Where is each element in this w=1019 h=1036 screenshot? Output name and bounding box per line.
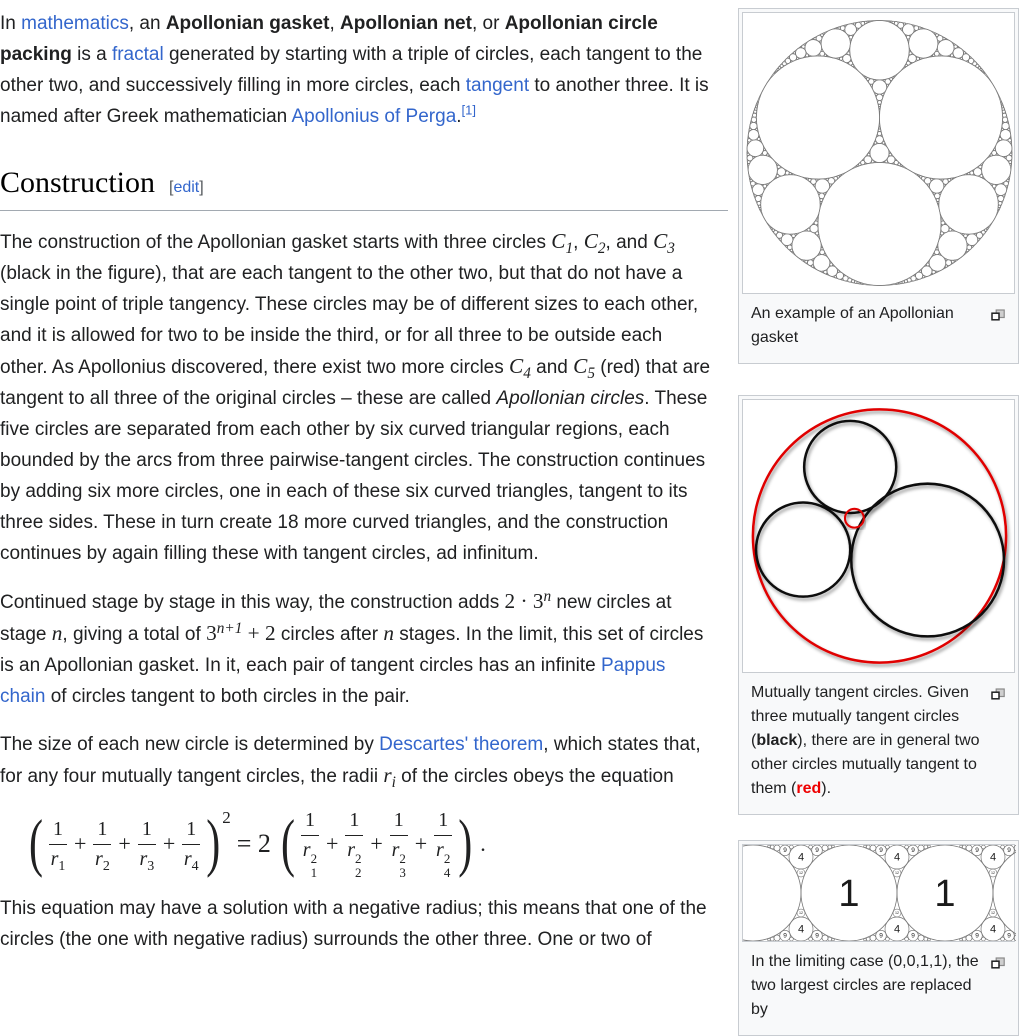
wiki-link[interactable]: [1]	[461, 102, 477, 118]
text-segment: The construction of the Apollonian gasket starts with three circles	[0, 232, 552, 253]
text-segment: and	[530, 357, 574, 378]
svg-text:9: 9	[815, 932, 819, 940]
svg-text:9: 9	[911, 847, 915, 855]
svg-text:9: 9	[975, 847, 979, 855]
limiting-case-strip-image[interactable]	[742, 844, 1015, 942]
text-segment: , giving a total of	[62, 624, 207, 645]
figure-caption	[742, 294, 1015, 360]
caption-text	[751, 953, 979, 1018]
text-segment: ), there are in general two other circles mutually tangent to them (	[751, 732, 980, 797]
expand-icon[interactable]	[991, 305, 1006, 329]
text-segment: Apollonian net	[340, 13, 472, 34]
text-segment: r	[383, 763, 392, 787]
figure-caption	[742, 673, 1015, 811]
svg-text:4: 4	[797, 851, 805, 864]
text-segment: 4	[523, 364, 531, 382]
svg-text:12: 12	[991, 911, 995, 916]
descartes-theorem-equation: ( $\frac{1}{r_1}$ + $\frac{1}{r_2}$ + $\frac{1}{r_3}$ + $\frac{1}{r_4}$ ) 2= 2 ( 1 r 2 1 + 1 r 2 2 + 1 r 2 3 + 1 r 2 4 ) .	[29, 807, 486, 880]
text-segment: C	[551, 229, 566, 253]
text-segment: The size of each new circle is determined by	[0, 734, 380, 755]
text-segment: 2 · 3	[504, 589, 544, 613]
text-segment: Apollonian gasket	[165, 13, 330, 34]
svg-text:9: 9	[1007, 847, 1011, 855]
svg-text:4: 4	[989, 851, 997, 864]
wiki-link[interactable]: Descartes' theorem	[379, 734, 544, 755]
wiki-link[interactable]: Pappus chain	[0, 655, 666, 707]
mutually-tangent-circles-svg	[743, 400, 1016, 672]
text-segment: to another three. It is named after Greek mathematician	[0, 75, 709, 127]
intro-paragraph	[0, 8, 712, 132]
text-segment: C	[653, 229, 668, 253]
text-segment: stages. In the limit, this set of circles is an Apollonian gasket. In it, each pair of tangent circles has an infinite	[0, 624, 704, 676]
text-segment: circles after	[275, 624, 384, 645]
apollonian-gasket-svg	[743, 13, 1016, 293]
svg-text:9: 9	[783, 932, 787, 940]
expand-icon[interactable]	[991, 953, 1006, 977]
text-segment: Apollonian circle packing	[0, 13, 658, 65]
svg-text:12: 12	[991, 871, 995, 876]
text-segment: + 2	[242, 621, 276, 645]
text-segment: . These five circles are separated from each other by six curved triangular regions, each bounded by the arcs from three pairwise-tangent circles. The construction continues by adding six more circles, one in each of these six curved triangles, tangent to its three sides. These in turn create 18 more curved triangles, and the construction continues by again filling these with tangent circles, ad infinitum.	[0, 388, 708, 564]
svg-text:12: 12	[799, 911, 803, 916]
section-title: Construction	[0, 166, 155, 199]
svg-text:9: 9	[911, 932, 915, 940]
figure-apollonian-gasket-example	[738, 8, 1019, 364]
svg-text:9: 9	[815, 847, 819, 855]
construction-paragraph-2	[0, 586, 712, 712]
text-segment: 1	[565, 239, 574, 257]
svg-text:4: 4	[893, 923, 901, 936]
text-segment: , an	[128, 13, 166, 34]
text-segment: ).	[821, 780, 832, 797]
text-segment: n	[383, 621, 394, 645]
svg-text:12: 12	[799, 871, 803, 876]
svg-text:9: 9	[1007, 932, 1011, 940]
wiki-link[interactable]: Apollonius of Perga	[291, 106, 457, 127]
figure-rail	[738, 0, 1019, 1036]
text-segment: of circles tangent to both circles in the pair.	[45, 686, 410, 707]
apollonian-gasket-image[interactable]	[742, 12, 1015, 294]
text-segment: , which states that, for any four mutually tangent circles, the radii	[0, 734, 701, 787]
text-segment: (black in the figure), that are each tangent to the other two, but that do not have a single point of triple tangency. These circles may be of different sizes to each other, and it is allowed for two to be inside the third, or for all three to be outside each other. As Apollonius discovered, there exist two more circles	[0, 263, 699, 378]
text-segment: of the circles obeys the equation	[395, 766, 674, 787]
svg-text:9: 9	[783, 847, 787, 855]
text-segment: ,	[573, 232, 584, 253]
text-segment: Apollonian circles	[496, 388, 645, 409]
figure-limiting-case-strip	[738, 840, 1019, 1036]
text-segment: 3	[206, 621, 217, 645]
svg-text:9: 9	[879, 932, 883, 940]
edit-section	[169, 179, 204, 196]
svg-text:12: 12	[895, 871, 899, 876]
text-segment: In	[0, 13, 22, 34]
text-segment: C	[583, 229, 598, 253]
text-segment: n	[51, 621, 63, 645]
text-segment: , or	[471, 13, 505, 34]
svg-text:4: 4	[989, 923, 997, 936]
figure-mutually-tangent-circles	[738, 395, 1019, 815]
limiting-case-strip-svg	[743, 845, 1016, 941]
caption-text	[751, 684, 980, 797]
svg-text:9: 9	[879, 847, 883, 855]
text-segment: .	[456, 106, 462, 127]
wiki-link[interactable]: tangent	[465, 75, 530, 96]
text-segment: (red) that are tangent to all three of the original circles – these are called	[0, 357, 711, 409]
text-segment: ,	[329, 13, 341, 34]
text-segment: generated by starting with a triple of circles, each tangent to the other two, and successively filling in more circles, each	[0, 44, 703, 96]
svg-text:1: 1	[838, 873, 860, 915]
text-segment: , and	[605, 232, 654, 253]
svg-text:9: 9	[975, 932, 979, 940]
wiki-link[interactable]: mathematics	[21, 13, 129, 34]
svg-text:12: 12	[895, 911, 899, 916]
edit-link[interactable]: edit	[173, 179, 200, 196]
mutually-tangent-circles-image[interactable]	[742, 399, 1015, 673]
construction-paragraph-3	[0, 729, 712, 792]
text-segment: n+1	[216, 619, 243, 637]
text-segment: i	[391, 773, 396, 791]
text-segment: This equation may have a solution with a negative radius; this means that one of the circles (the one with negative radius) surrounds the other three. One or two of	[0, 898, 707, 951]
text-segment: C	[573, 354, 588, 378]
text-segment: new circles at stage	[0, 592, 672, 645]
figure-caption	[742, 942, 1015, 1032]
edit-bracket-open: [	[169, 179, 174, 196]
text-segment: n	[543, 587, 552, 605]
edit-bracket-close: ]	[199, 179, 204, 196]
expand-icon[interactable]	[991, 684, 1006, 708]
text-segment: 5	[587, 364, 595, 382]
text-segment: black	[756, 732, 798, 749]
text-segment: 3	[667, 239, 675, 257]
text-segment: In the limiting case (0,0,1,1), the two largest circles are replaced by	[751, 953, 979, 1018]
construction-paragraph-4	[0, 893, 712, 955]
text-segment: red	[796, 780, 822, 797]
text-segment: is a	[71, 44, 112, 65]
text-segment: An example of an Apollonian gasket	[751, 305, 954, 346]
svg-text:1: 1	[934, 873, 956, 915]
text-segment: Mutually tangent circles. Given three mutually tangent circles (	[751, 684, 969, 749]
svg-text:4: 4	[893, 851, 901, 864]
section-heading-construction	[0, 166, 728, 211]
text-segment: Continued stage by stage in this way, the construction adds	[0, 592, 505, 613]
caption-text	[751, 305, 954, 346]
svg-text:4: 4	[797, 923, 805, 936]
text-segment: 2	[597, 239, 606, 257]
text-segment: C	[509, 354, 524, 378]
wiki-link[interactable]: fractal	[111, 44, 164, 65]
construction-paragraph-1	[0, 226, 712, 569]
